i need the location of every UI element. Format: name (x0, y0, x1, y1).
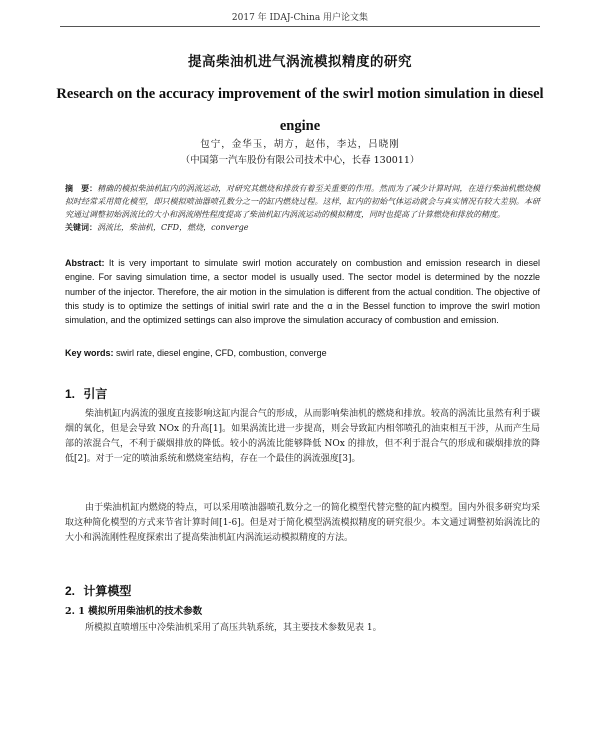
title-chinese: 提高柴油机进气涡流模拟精度的研究 (188, 54, 412, 70)
section-1-paragraph-2: 由于柴油机缸内燃烧的特点，可以采用喷油器喷孔数分之一的简化模型代替完整的缸内模型。国内外很多研究均采取这种简化模型的方式来节省计算时间[1-6]。但是对于简化模型涡流模拟精度的研究很少。本文通过调整初始涡流比的大小和涡流刚性程度探索出了提高柴油机缸内涡流运动模拟精度的方法。 (65, 503, 540, 543)
author-list: 包宁，金华玉，胡方，赵伟，李达，吕晓刚 (200, 139, 400, 150)
subsection-2-1-title: 模拟所用柴油机的技术参数 (88, 606, 203, 617)
keywords-cn-text: 涡流比，柴油机，CFD，燃烧，converge (97, 223, 249, 232)
section-heading-1 (65, 385, 107, 402)
abstract-cn-label: 摘 要： (65, 183, 98, 193)
keywords-cn-label: 关键词： (65, 222, 97, 232)
section-1-title: 引言 (83, 387, 108, 401)
section-2-title: 计算模型 (83, 584, 132, 598)
abstract-en-text: It is very important to simulate swirl motion accurately on combustion and emission research in diesel engine. For saving simulation time, a sector model is usually used. The sector model is determined by the nozzle number of the injector. Therefore, the air motion in the simulation is different from the actual condition. The objective of this study is to optimize the settings of initial swirl rate and the α in the Bessel function to improve the swirl motion simulation, and the optimized settings can also improve the simulation accuracy of combustion and emission. (65, 258, 540, 326)
abstract-en-label: Abstract: (65, 258, 105, 268)
abstract-english (65, 256, 540, 327)
abstract-cn-text: 精确的模拟柴油机缸内的涡流运动，对研究其燃烧和排放有着至关重要的作用。然而为了减少计算时间，在进行柴油机燃烧模拟时经常采用简化模型，即只模拟喷油器喷孔数分之一的缸内燃烧过程。这样，缸内的初始气体运动就会与真实情况有较大差别。本研究通过调整初始涡流比的大小和涡流刚性程度提高了柴油机缸内涡流运动的模拟精度，同时也提高了计算燃烧和排放的精度。 (65, 184, 541, 219)
section-2-number: 2. (65, 584, 76, 598)
affiliation: （中国第一汽车股份有限公司技术中心，长春 130011） (180, 155, 420, 166)
section-1-paragraph-1: 柴油机缸内涡流的强度直接影响这缸内混合气的形成，从而影响柴油机的燃烧和排放。较高的涡流比虽然有利于碳烟的氧化，但是会导致 NOx 的升高[1]。如果涡流比进一步提高，则会导致缸内相邻喷孔的油束相互干涉，从而产生局部的浓混合气，不利于碳烟排放的降低。较小的涡流比能够降低 NOx 的排放，但不利于混合气的形成和碳烟排放的降低[2]。对于一定的喷油系统和燃烧室结构，存在一个最佳的涡流强度[3]。 (65, 409, 540, 464)
running-header: 2017 年 IDAJ-China 用户论文集 (231, 13, 369, 23)
subsection-heading-2-1 (65, 603, 202, 617)
abstract-chinese (65, 182, 540, 234)
section-2-paragraph-1: 所模拟直喷增压中冷柴油机采用了高压共轨系统，其主要技术参数见表 1。 (85, 623, 382, 633)
title-english: Research on the accuracy improvement of the swirl motion simulation in diesel engine (56, 86, 544, 134)
keywords-english (65, 348, 540, 358)
keywords-en-label: Key words: (65, 348, 114, 358)
keywords-en-text: swirl rate, diesel engine, CFD, combustion, converge (113, 348, 327, 358)
section-heading-2 (65, 582, 131, 599)
section-1-number: 1. (65, 387, 76, 401)
subsection-2-1-number: 2. 1 (65, 606, 85, 617)
header-rule (60, 26, 540, 27)
